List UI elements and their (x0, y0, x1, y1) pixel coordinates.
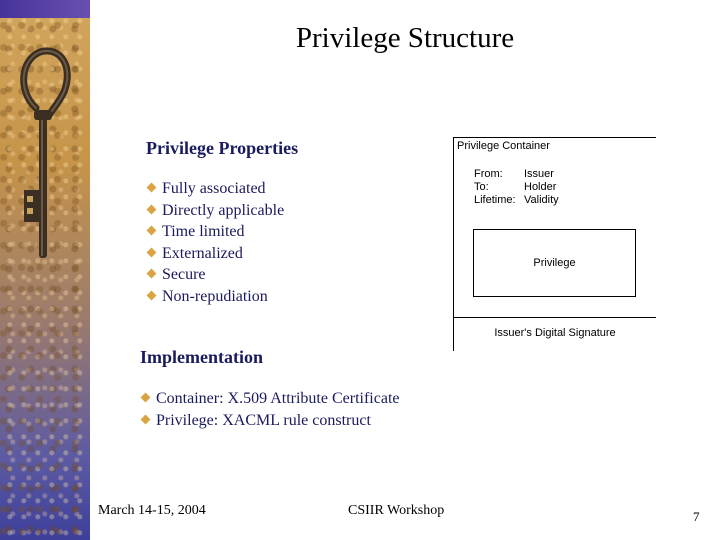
diamond-bullet-icon (147, 247, 157, 257)
footer-date: March 14-15, 2004 (98, 503, 206, 518)
key-icon (8, 40, 82, 270)
diagram-fields (474, 168, 559, 207)
list-item: Secure (148, 264, 284, 286)
privilege-properties-list (148, 178, 284, 308)
diamond-bullet-icon (147, 204, 157, 214)
field-row-to: To: Holder (474, 181, 557, 193)
list-item: Privilege: XACML rule construct (142, 410, 400, 432)
implementation-heading: Implementation (140, 347, 263, 367)
decorative-side-strip (0, 0, 90, 540)
privilege-properties-heading: Privilege Properties (146, 138, 299, 158)
top-color-bar (0, 0, 90, 18)
diamond-bullet-icon (147, 291, 157, 301)
diamond-bullet-icon (141, 393, 151, 403)
list-item: Externalized (148, 243, 284, 265)
field-row-lifetime: Lifetime: Validity (474, 194, 559, 206)
diamond-bullet-icon (141, 414, 151, 424)
privilege-container-diagram (453, 137, 656, 351)
signature-divider (454, 317, 656, 318)
slide-title: Privilege Structure (295, 22, 515, 54)
implementation-list (142, 388, 400, 431)
field-row-from: From: Issuer (474, 168, 554, 180)
diamond-bullet-icon (147, 269, 157, 279)
privilege-box-label: Privilege (533, 257, 576, 269)
page-number: 7 (693, 509, 700, 524)
diagram-title: Privilege Container (457, 140, 550, 152)
signature-label: Issuer's Digital Signature (494, 327, 616, 339)
privilege-box (473, 229, 636, 297)
list-item: Time limited (148, 221, 284, 243)
footer-event: CSIIR Workshop (348, 503, 445, 518)
list-item: Fully associated (148, 178, 284, 200)
list-item: Non-repudiation (148, 286, 284, 308)
diamond-bullet-icon (147, 183, 157, 193)
list-item: Directly applicable (148, 200, 284, 222)
diamond-bullet-icon (147, 226, 157, 236)
list-item: Container: X.509 Attribute Certificate (142, 388, 400, 410)
